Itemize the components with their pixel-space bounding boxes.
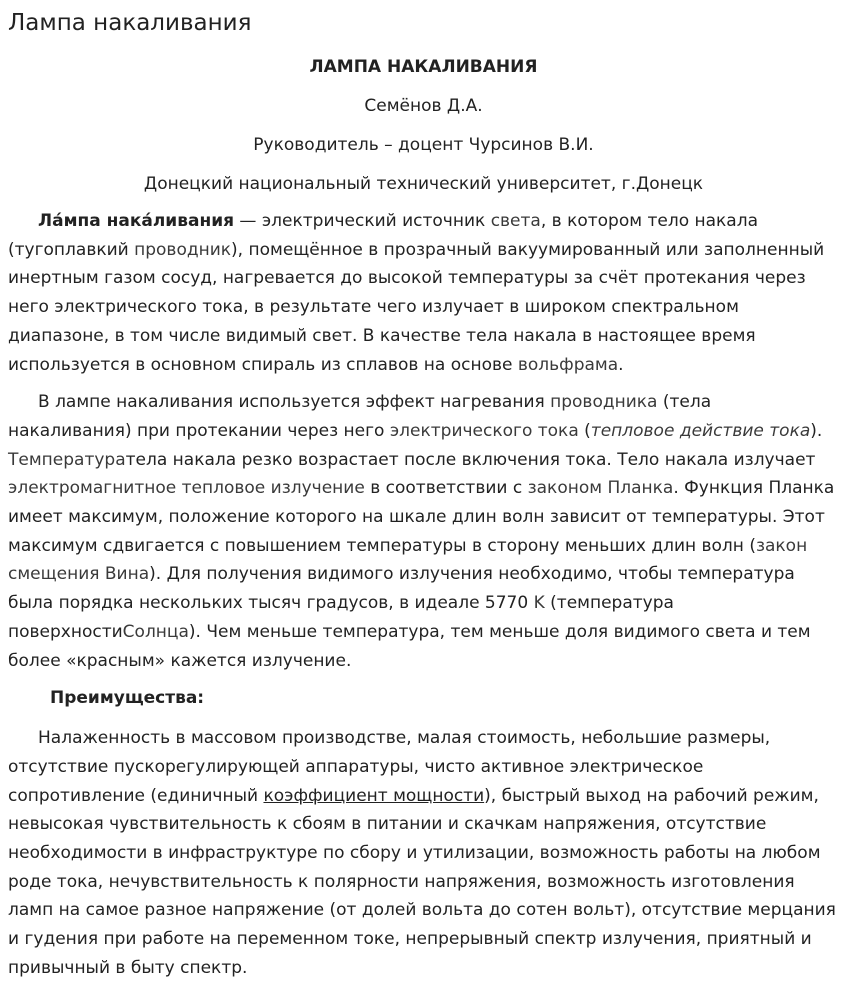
link-conductor[interactable]: проводник: [134, 239, 232, 260]
p2-text-8: ). Для получения видимого излучения необходимо, чтобы температура была порядка нескольких тысяч градусов, в идеале 5770: [8, 564, 795, 614]
p2-text-1: В лампе накаливания используется эффект нагревания: [38, 392, 551, 413]
p1-text-4: .: [618, 354, 624, 375]
link-thermal-radiation[interactable]: электромагнитное тепловое излучение: [8, 478, 365, 499]
p1-text-1: — электрический источник: [234, 211, 491, 231]
advantages-heading: Преимущества:: [50, 688, 205, 709]
p2-text-4: ).: [810, 420, 823, 441]
link-planck-law[interactable]: законом Планка: [527, 478, 674, 499]
paragraph-advantages: [8, 724, 839, 982]
supervisor-line: Руководитель – доцент Чурсинов В.И.: [253, 135, 594, 155]
document-heading: ЛАМПА НАКАЛИВАНИЯ: [309, 57, 538, 77]
link-tungsten[interactable]: вольфрама: [517, 354, 619, 375]
p1-text-3: ), помещённое в прозрачный вакуумированный или заполненный инертным газом сосуд, нагревается до высокой температуры за счёт протекания через него электрического тока, в результате чего излучает в широком спектральном диапазоне, в том числе видимый свет. В качестве тела накала в настоящее время используется в основном спираль из сплавов на основе: [8, 239, 825, 375]
p2-text-10: ). Чем меньше температура, тем меньше доля видимого света и тем более «красным» кажется излучение.: [8, 621, 811, 671]
link-power-factor[interactable]: коэффициент мощности: [263, 785, 485, 806]
university-line: Донецкий национальный технический университет, г.Донецк: [143, 174, 704, 194]
paragraph-principle: [8, 388, 839, 675]
link-temperature[interactable]: Температура: [8, 449, 126, 470]
link-kelvin[interactable]: K: [533, 593, 545, 614]
link-wien-law[interactable]: закон смещения Вина: [8, 535, 808, 585]
link-conductor-2[interactable]: проводника: [550, 392, 658, 413]
p2-text-6: в соответствии с: [364, 478, 528, 499]
p2-text-7: . Функция Планка имеет максимум, положение которого на шкале длин волн зависит от температуры. Этот максимум сдвигается с повышением температуры в сторону меньших длин волн (: [8, 478, 835, 556]
p3-text-1: Налаженность в массовом производстве, малая стоимость, небольшие размеры, отсутствие пускорегулирующей аппаратуры, чисто активное электрическое сопротивление (единичный: [8, 728, 771, 806]
link-sun[interactable]: Солнца: [122, 621, 189, 642]
italic-thermal-effect[interactable]: тепловое действие тока: [590, 420, 811, 441]
p1-text-2: , в котором тело накала (тугоплавкий: [8, 211, 759, 260]
p2-text-3: (: [578, 420, 591, 441]
link-electric-current[interactable]: электрического тока: [389, 420, 579, 441]
p2-text-2: (тела накаливания) при протекании через него: [8, 392, 712, 441]
author-name: Семёнов Д.А.: [364, 96, 483, 116]
p2-text-5: тела накала резко возрастает после включения тока. Тело накала излучает: [125, 449, 816, 470]
paragraph-definition: [8, 207, 839, 379]
p3-text-2: ), быстрый выход на рабочий режим, невысокая чувствительность к сбоям в питании и скачкам напряжения, отсутствие необходимости в инфраструктуре по сбору и утилизации, возможность работы на любом роде тока, нечувствительность к полярности напряжения, возможность изготовления ламп на самое разное напряжение (от долей вольта до сотен вольт), отсутствие мерцания и гудения при работе на переменном токе, непрерывный спектр излучения, приятный и привычный в быту спектр.: [8, 785, 836, 978]
p2-text-9: (температура поверхности: [8, 593, 674, 642]
term-lamp: Ла́мпа нака́ливания: [38, 211, 235, 231]
page-title: Лампа накаливания: [8, 10, 252, 36]
link-light[interactable]: света: [490, 211, 541, 231]
